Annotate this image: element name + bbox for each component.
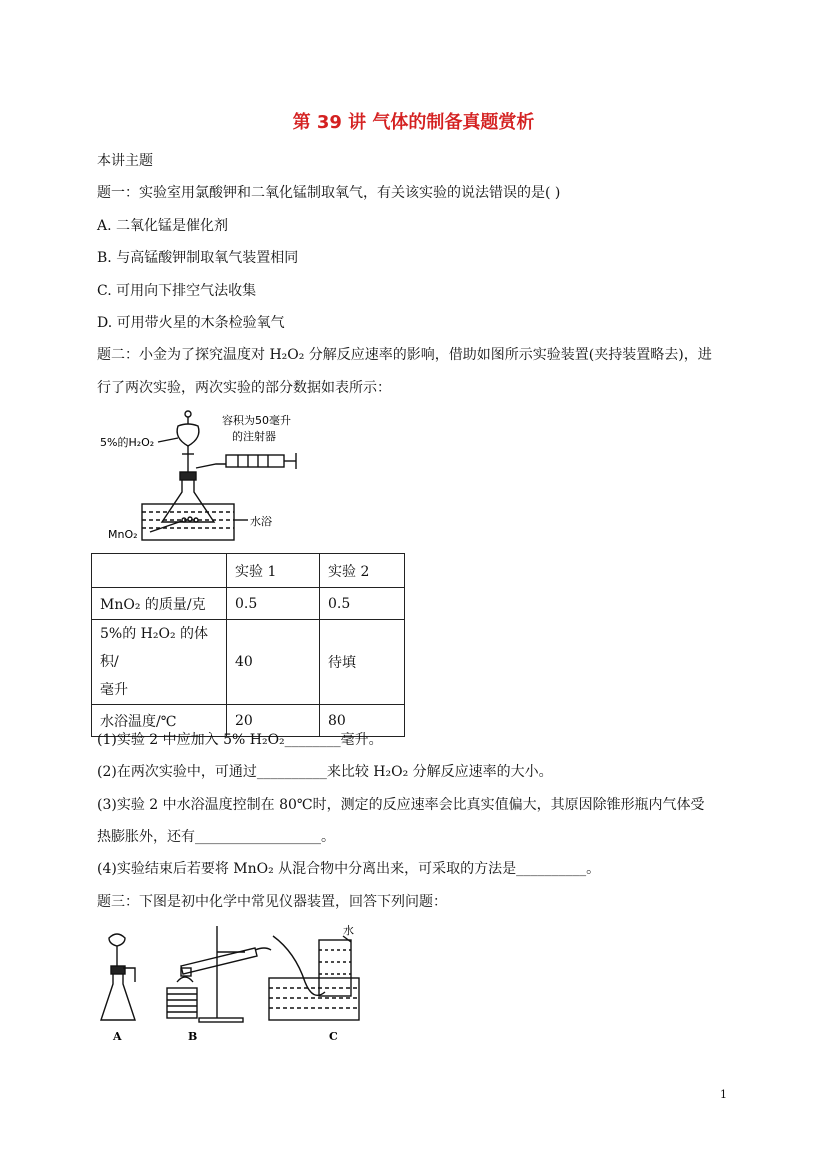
- q2-stem-line2: 行了两次实验，两次实验的部分数据如表所示：: [97, 380, 391, 396]
- label-syringe-1: 容积为50毫升: [222, 414, 291, 427]
- label-b: B: [188, 1030, 198, 1043]
- table-cell: MnO₂ 的质量/克: [92, 588, 227, 620]
- table-cell: 水浴温度/℃: [92, 705, 227, 737]
- table-cell: 40: [227, 620, 320, 705]
- page-title: 第 39 讲 气体的制备真题赏析: [292, 112, 535, 133]
- label-syringe-2: 的注射器: [232, 430, 276, 443]
- label-bath: 水浴: [250, 515, 272, 528]
- apparatus-abc-figure: [95, 922, 395, 1048]
- table-cell-line: 5%的 H₂O₂ 的体积/: [100, 626, 209, 670]
- table-header-cell: 实验 1: [227, 554, 320, 588]
- q2-sub3-line1: (3)实验 2 中水浴温度控制在 80℃时，测定的反应速率会比真实值偏大，其原因除锥形瓶内气体受: [97, 797, 705, 813]
- q2-sub3-line2: 热膨胀外，还有__________________。: [97, 829, 335, 845]
- q2-stem-line1: 题二：小金为了探究温度对 H₂O₂ 分解反应速率的影响，借助如图所示实验装置(夹持装置略去)，进: [97, 347, 712, 363]
- table-cell-line: 毫升: [100, 682, 128, 698]
- table-row: [92, 588, 405, 620]
- section-label: 本讲主题: [97, 153, 153, 169]
- table-cell: 0.5: [320, 588, 405, 620]
- q2-sub4: (4)实验结束后若要将 MnO₂ 从混合物中分离出来，可采取的方法是__________。: [97, 861, 601, 877]
- q2-sub2: (2)在两次实验中，可通过__________来比较 H₂O₂ 分解反应速率的大小。: [97, 764, 553, 780]
- table-row: [92, 620, 405, 705]
- table-cell: 80: [320, 705, 405, 737]
- label-h2o2: 5%的H₂O₂: [100, 436, 155, 449]
- q1-option-a: A. 二氧化锰是催化剂: [97, 218, 229, 234]
- label-mno2: MnO₂: [108, 528, 138, 541]
- table-cell: 0.5: [227, 588, 320, 620]
- q3-stem: 题三：下图是初中化学中常见仪器装置，回答下列问题：: [97, 894, 447, 910]
- table-header-cell: 实验 2: [320, 554, 405, 588]
- q1-option-c: C. 可用向下排空气法收集: [97, 283, 257, 299]
- q1-stem: 题一：实验室用氯酸钾和二氧化锰制取氧气，有关该实验的说法错误的是( ): [97, 185, 561, 201]
- table-cell: [92, 620, 227, 705]
- label-water: 水: [343, 924, 354, 937]
- data-table: [91, 553, 405, 737]
- label-a: A: [113, 1030, 122, 1043]
- table-cell: 20: [227, 705, 320, 737]
- q1-option-d: D. 可用带火星的木条检验氧气: [97, 315, 285, 331]
- page-number: 1: [720, 1088, 727, 1101]
- table-header-cell: [92, 554, 227, 588]
- q1-option-b: B. 与高锰酸钾制取氧气装置相同: [97, 250, 299, 266]
- q2-sub1: (1)实验 2 中应加入 5% H₂O₂________毫升。: [97, 732, 383, 748]
- label-c: C: [329, 1030, 338, 1043]
- h2o2-apparatus-figure: [98, 408, 338, 546]
- table-cell: 待填: [320, 620, 405, 705]
